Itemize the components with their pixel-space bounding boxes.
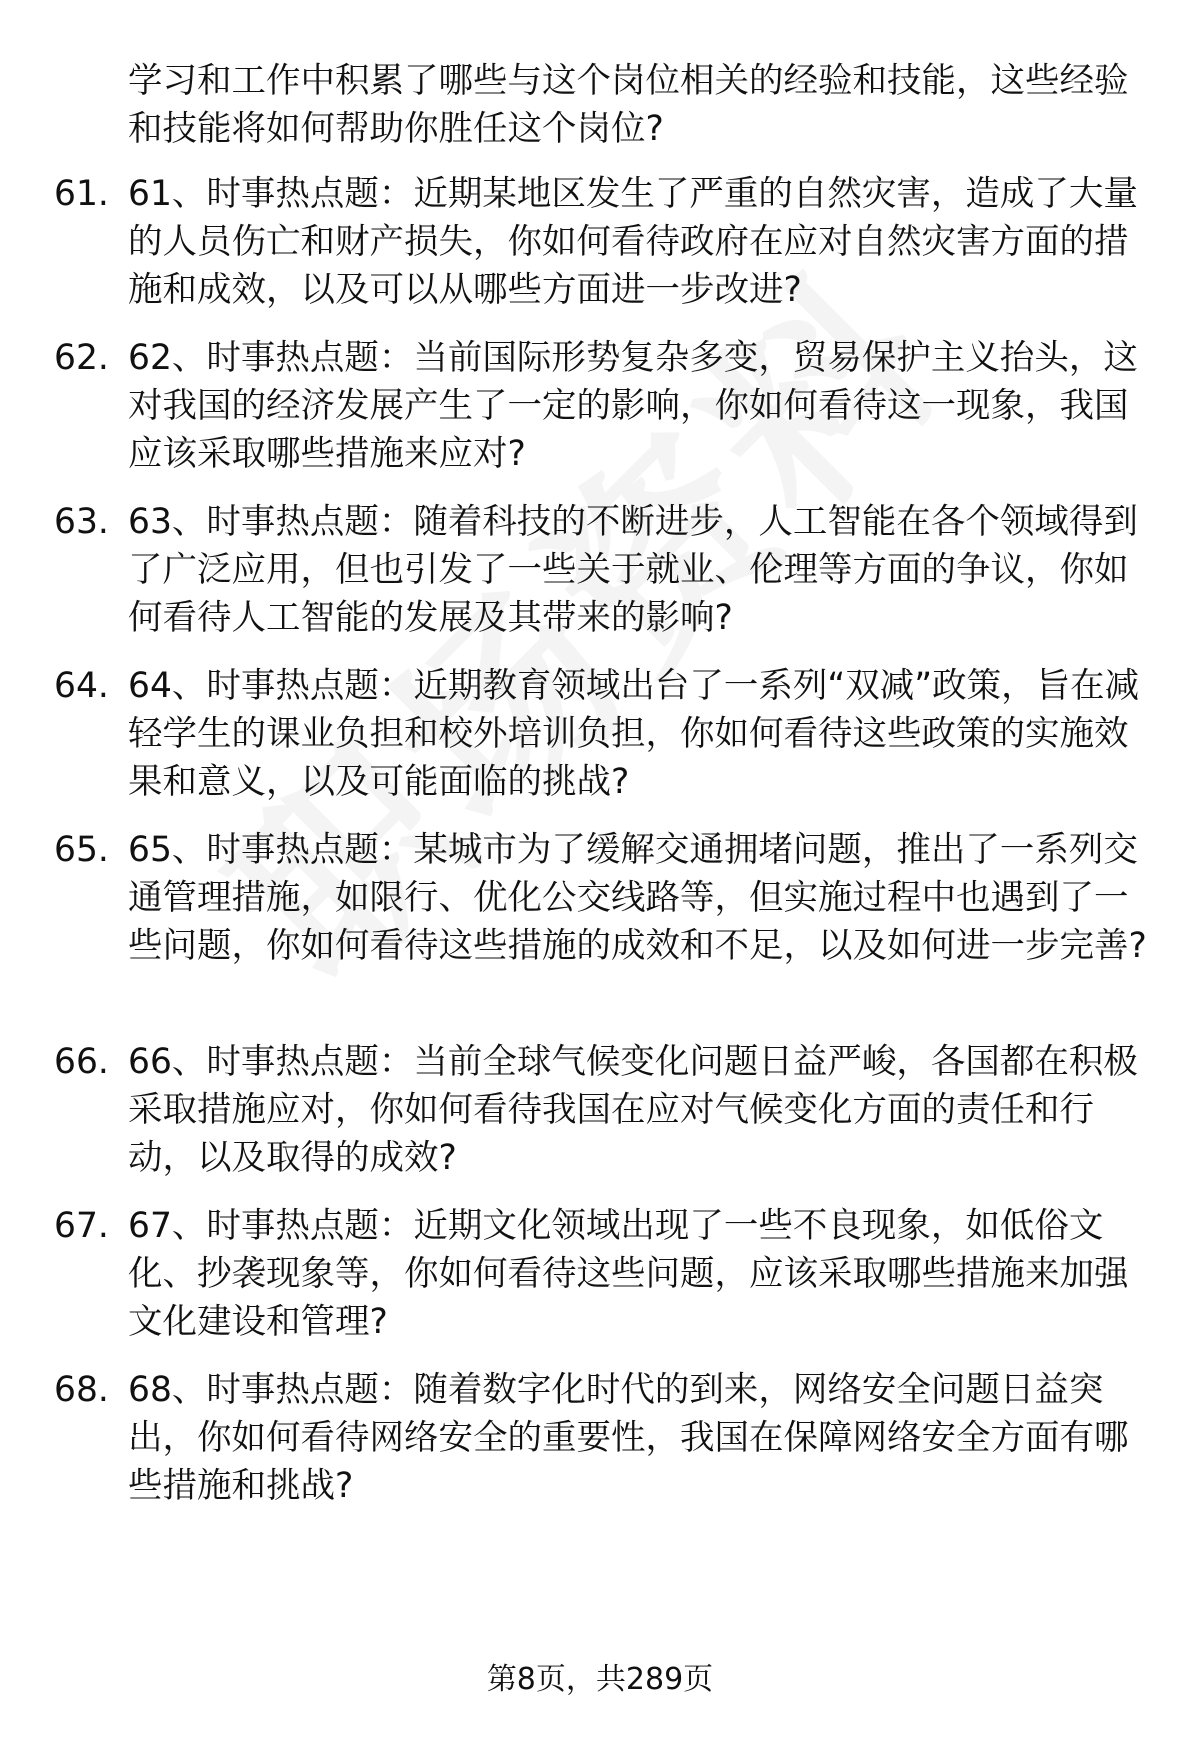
item-text: 64、时事热点题：近期教育领域出台了一系列“双减”政策，旨在减轻学生的课业负担和校外培训负担，你如何看待这些政策的实施效果和意义，以及可能面临的挑战? [128, 666, 1140, 802]
item-number: 67. [54, 1206, 109, 1246]
item-number: 64. [54, 666, 109, 706]
item-number: 66. [54, 1042, 109, 1082]
item-text: 66、时事热点题：当前全球气候变化问题日益严峻，各国都在积极采取措施应对，你如何看待我国在应对气候变化方面的责任和行动，以及取得的成效? [128, 1042, 1138, 1178]
item-text: 68、时事热点题：随着数字化时代的到来，网络安全问题日益突出，你如何看待网络安全的重要性，我国在保障网络安全方面有哪些措施和挑战? [128, 1370, 1129, 1506]
page-footer: 第8页，共289页 [486, 1662, 714, 1697]
item-number: 62. [54, 338, 109, 378]
item-text: 61、时事热点题：近期某地区发生了严重的自然灾害，造成了大量的人员伤亡和财产损失，你如何看待政府在应对自然灾害方面的措施和成效，以及可以从哪些方面进一步改进? [128, 174, 1138, 310]
item-text: 65、时事热点题：某城市为了缓解交通拥堵问题，推出了一系列交通管理措施，如限行、优化公交线路等，但实施过程中也遇到了一些问题，你如何看待这些措施的成效和不足，以及如何进一步完善? [128, 830, 1147, 966]
item-number: 63. [54, 502, 109, 542]
item-number: 61. [54, 174, 109, 214]
item-number: 65. [54, 830, 109, 870]
continued-paragraph: 学习和工作中积累了哪些与这个岗位相关的经验和技能，这些经验和技能将如何帮助你胜任这个岗位? [128, 61, 1129, 149]
item-text: 63、时事热点题：随着科技的不断进步，人工智能在各个领域得到了广泛应用，但也引发了一些关于就业、伦理等方面的争议，你如何看待人工智能的发展及其带来的影响? [128, 502, 1138, 638]
item-text: 67、时事热点题：近期文化领域出现了一些不良现象，如低俗文化、抄袭现象等，你如何看待这些问题，应该采取哪些措施来加强文化建设和管理? [128, 1206, 1129, 1342]
item-text: 62、时事热点题：当前国际形势复杂多变，贸易保护主义抬头，这对我国的经济发展产生了一定的影响，你如何看待这一现象，我国应该采取哪些措施来应对? [128, 338, 1138, 474]
item-number: 68. [54, 1370, 109, 1410]
